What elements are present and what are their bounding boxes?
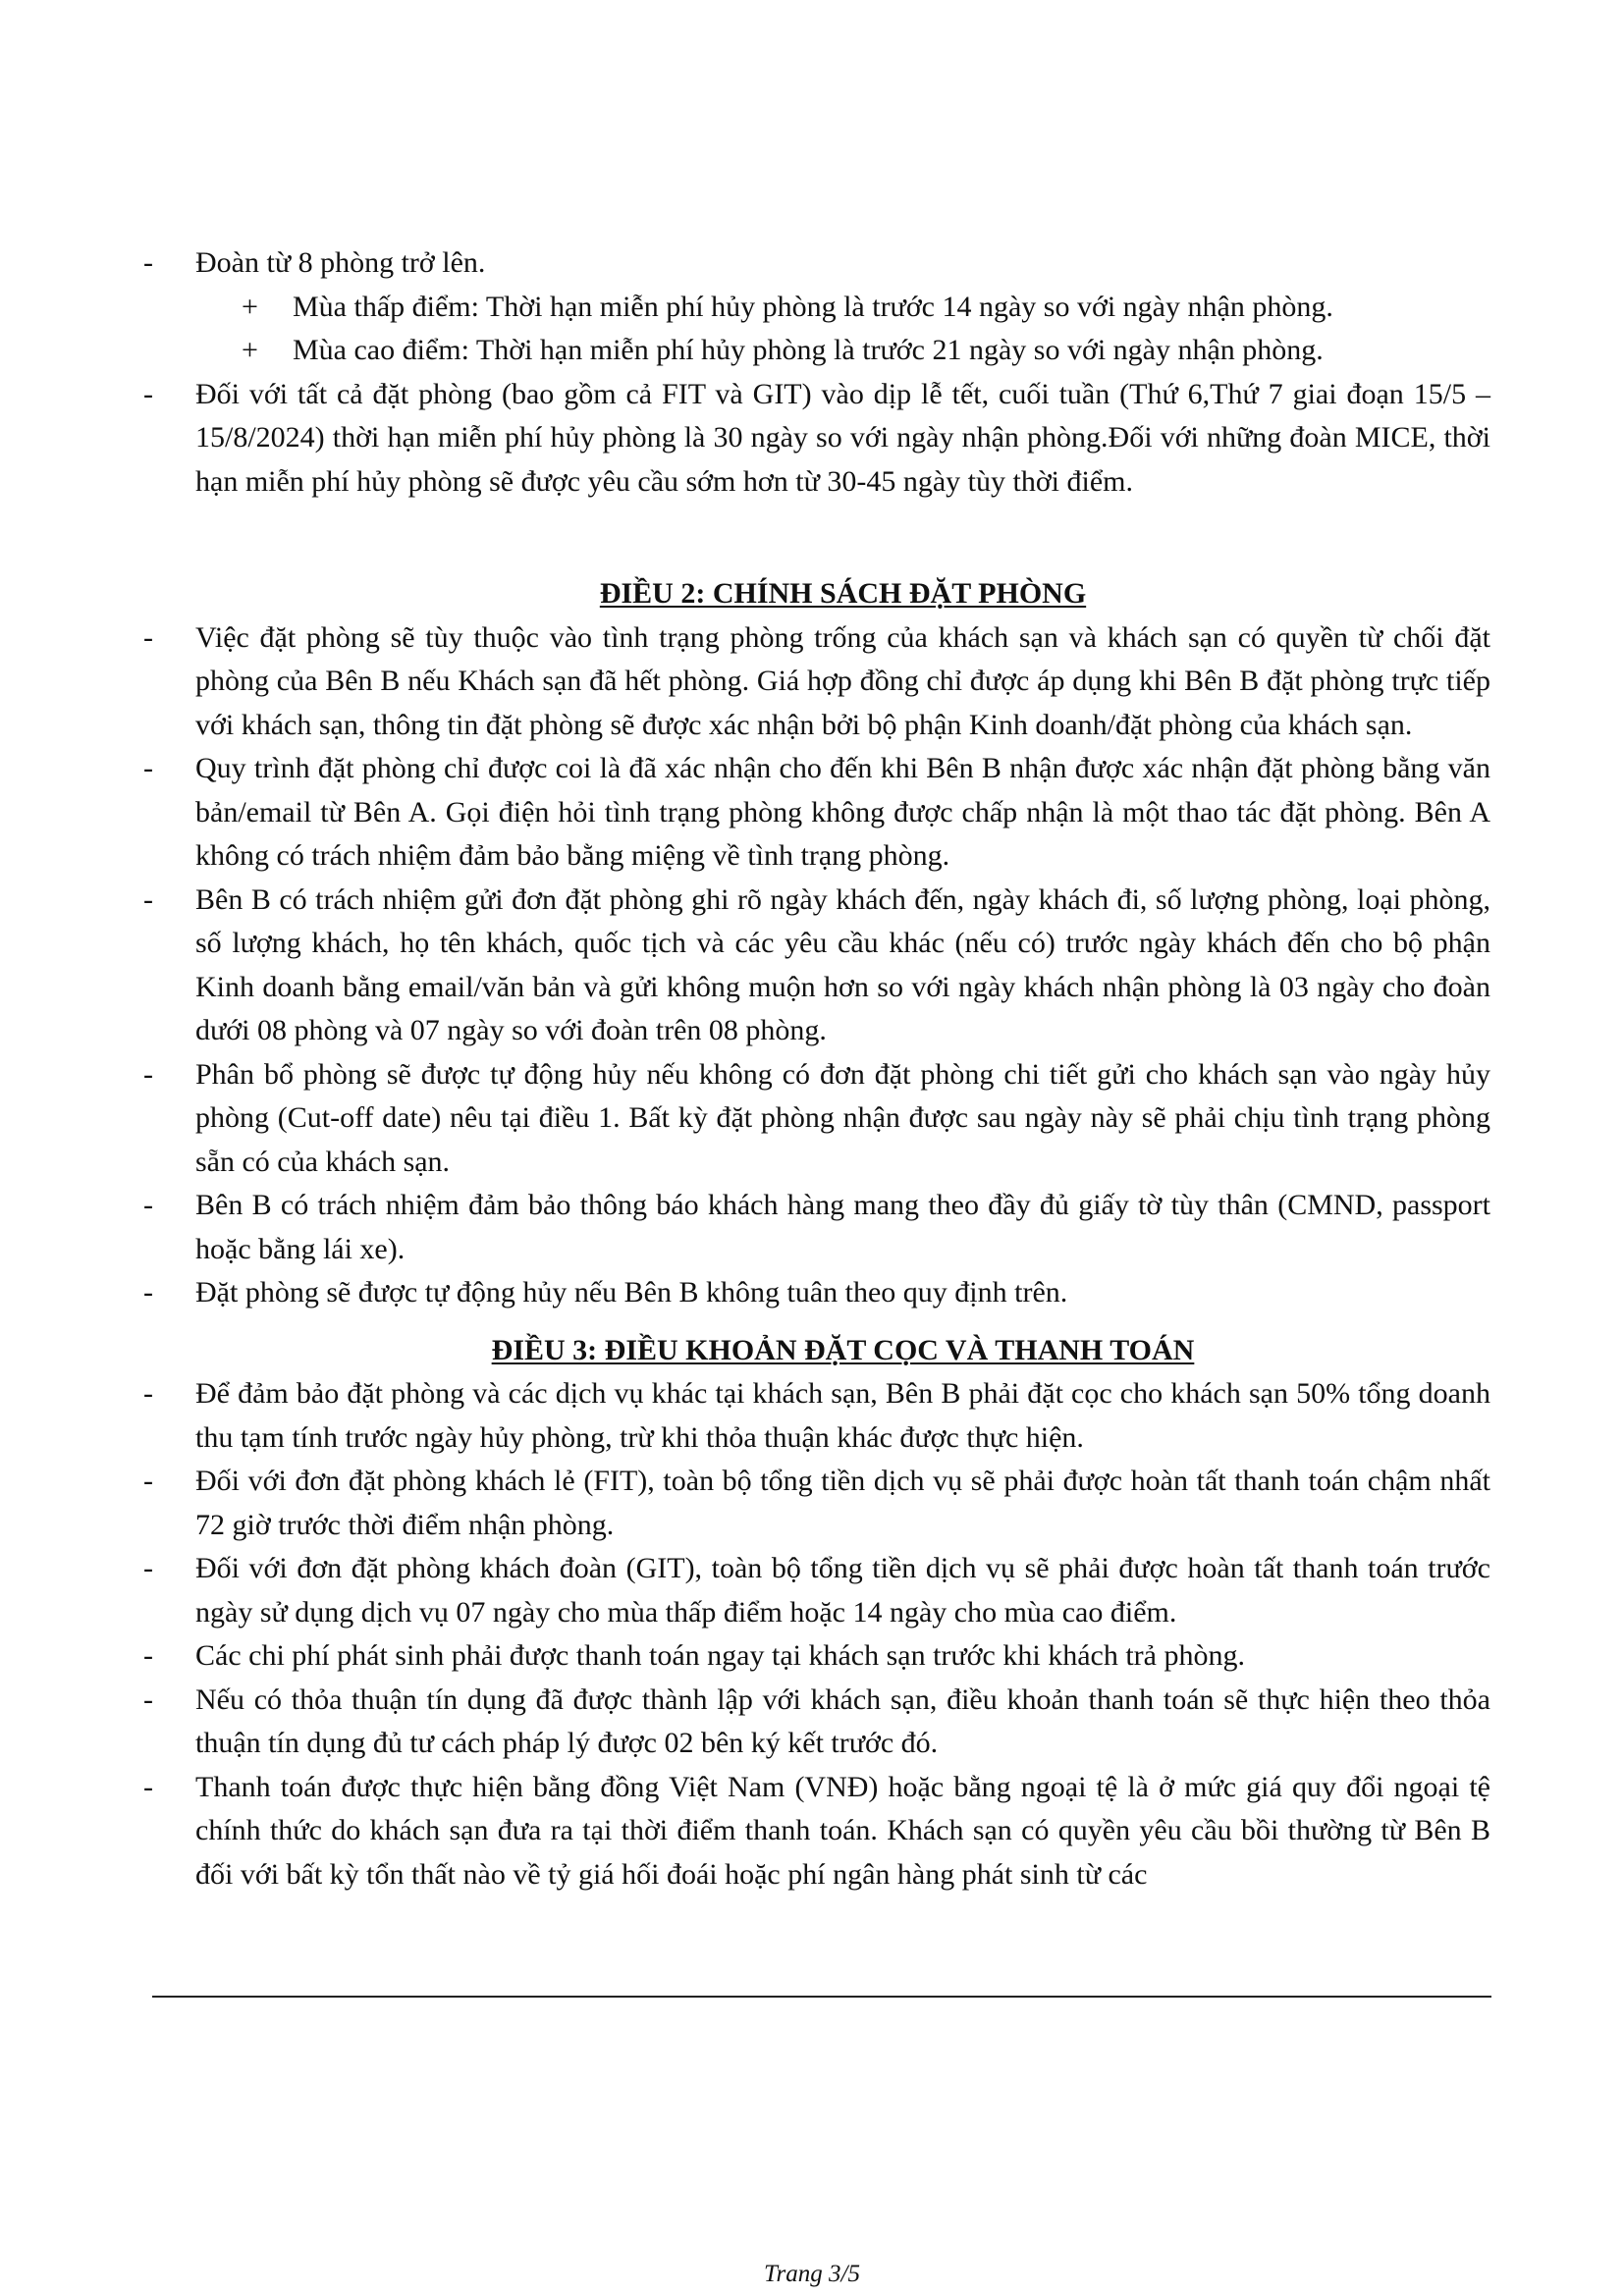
dash-bullet: - (143, 1276, 153, 1308)
article-3-heading: ĐIỀU 3: ĐIỀU KHOẢN ĐẶT CỌC VÀ THANH TOÁN (491, 1333, 1195, 1366)
list-item (135, 1460, 1490, 1547)
list-item-text: Thanh toán được thực hiện bằng đồng Việt Nam (VNĐ) hoặc bằng ngoại tệ là ở mức giá quy đổi ngoại tệ chính thức do khách sạn đưa ra tại thời điểm thanh toán. Khách sạn có quyền yêu cầu bồi thường từ Bên B đối với bất kỳ tổn thất nào về tỷ giá hối đoái hoặc phí ngân hàng phát sinh từ các (195, 1770, 1490, 1891)
list-item (135, 1184, 1490, 1271)
dash-bullet: - (143, 1770, 153, 1803)
list-item (135, 1053, 1490, 1185)
list-item (135, 1766, 1490, 1897)
sub-list-item (135, 286, 1490, 330)
dash-bullet: - (143, 246, 153, 279)
dash-bullet: - (143, 377, 153, 410)
dash-bullet: - (143, 1465, 153, 1497)
list-item-text: Đối với đơn đặt phòng khách đoàn (GIT), toàn bộ tổng tiền dịch vụ sẽ phải được hoàn tất thanh toán trước ngày sử dụng dịch vụ 07 ngày cho mùa thấp điểm hoặc 14 ngày cho mùa cao điểm. (195, 1552, 1490, 1629)
list-item-text: Đối với tất cả đặt phòng (bao gồm cả FIT và GIT) vào dịp lễ tết, cuối tuần (Thứ 6,Thứ 7 giai đoạn 15/5 – 15/8/2024) thời hạn miễn phí hủy phòng là 30 ngày so với ngày nhận phòng.Đối với những đoàn MICE, thời hạn miễn phí hủy phòng sẽ được yêu cầu sớm hơn từ 30-45 ngày tùy thời điểm. (195, 377, 1490, 498)
list-item-text: Để đảm bảo đặt phòng và các dịch vụ khác tại khách sạn, Bên B phải đặt cọc cho khách sạn 50% tổng doanh thu tạm tính trước ngày hủy phòng, trừ khi thỏa thuận khác được thực hiện. (195, 1377, 1490, 1454)
list-item-text: Bên B có trách nhiệm gửi đơn đặt phòng ghi rõ ngày khách đến, ngày khách đi, số lượng phòng, loại phòng, số lượng khách, họ tên khách, quốc tịch và các yêu cầu khác (nếu có) trước ngày khách đến cho bộ phận Kinh doanh bằng email/văn bản và gửi không muộn hơn so với ngày khách nhận phòng là 03 ngày cho đoàn dưới 08 phòng và 07 ngày so với đoàn trên 08 phòng. (195, 882, 1490, 1046)
list-item-text: Đoàn từ 8 phòng trở lên. (195, 246, 486, 279)
list-item (135, 1634, 1490, 1679)
dash-bullet: - (143, 1057, 153, 1091)
list-item (135, 1372, 1490, 1460)
list-item (135, 747, 1490, 879)
footer-divider (152, 1996, 1491, 1998)
list-item-text: Đặt phòng sẽ được tự động hủy nếu Bên B không tuân theo quy định trên. (195, 1276, 1068, 1308)
sub-list-item-text: Mùa thấp điểm: Thời hạn miễn phí hủy phòng là trước 14 ngày so với ngày nhận phòng. (293, 290, 1333, 323)
list-item-text: Việc đặt phòng sẽ tùy thuộc vào tình trạng phòng trống của khách sạn và khách sạn có quyền từ chối đặt phòng của Bên B nếu Khách sạn đã hết phòng. Giá hợp đồng chỉ được áp dụng khi Bên B đặt phòng trực tiếp với khách sạn, thông tin đặt phòng sẽ được xác nhận bởi bộ phận Kinh doanh/đặt phòng của khách sạn. (195, 620, 1490, 741)
dash-bullet: - (143, 1682, 153, 1716)
list-item (135, 1547, 1490, 1634)
list-item-text: Bên B có trách nhiệm đảm bảo thông báo khách hàng mang theo đầy đủ giấy tờ tùy thân (CMND, passport hoặc bằng lái xe). (195, 1189, 1490, 1265)
sub-list-item (135, 329, 1490, 373)
page-number: Trang 3/5 (764, 2261, 860, 2287)
dash-bullet: - (143, 1639, 153, 1672)
list-item (135, 241, 1490, 286)
page-content (135, 241, 1490, 1896)
list-item (135, 879, 1490, 1053)
sub-list-item-text: Mùa cao điểm: Thời hạn miễn phí hủy phòng là trước 21 ngày so với ngày nhận phòng. (293, 334, 1324, 366)
list-item (135, 616, 1490, 748)
list-item (135, 1271, 1490, 1315)
list-item-text: Đối với đơn đặt phòng khách lẻ (FIT), toàn bộ tổng tiền dịch vụ sẽ phải được hoàn tất thanh toán chậm nhất 72 giờ trước thời điểm nhận phòng. (195, 1465, 1490, 1541)
dash-bullet: - (143, 1552, 153, 1584)
list-item (135, 1679, 1490, 1766)
plus-bullet: + (242, 334, 258, 366)
dash-bullet: - (143, 882, 153, 916)
list-item-text: Quy trình đặt phòng chỉ được coi là đã xác nhận cho đến khi Bên B nhận được xác nhận đặt phòng bằng văn bản/email từ Bên A. Gọi điện hỏi tình trạng phòng không được chấp nhận là một thao tác đặt phòng. Bên A không có trách nhiệm đảm bảo bằng miệng về tình trạng phòng. (195, 752, 1490, 872)
dash-bullet: - (143, 1377, 153, 1410)
list-item-text: Các chi phí phát sinh phải được thanh toán ngay tại khách sạn trước khi khách trả phòng. (195, 1639, 1245, 1672)
plus-bullet: + (242, 290, 258, 323)
list-item-text: Nếu có thỏa thuận tín dụng đã được thành lập với khách sạn, điều khoản thanh toán sẽ thực hiện theo thỏa thuận tín dụng đủ tư cách pháp lý được 02 bên ký kết trước đó. (195, 1682, 1490, 1759)
list-item (135, 373, 1490, 505)
dash-bullet: - (143, 1189, 153, 1221)
dash-bullet: - (143, 620, 153, 654)
article-2-heading: ĐIỀU 2: CHÍNH SÁCH ĐẶT PHÒNG (599, 577, 1087, 610)
dash-bullet: - (143, 752, 153, 784)
list-item-text: Phân bổ phòng sẽ được tự động hủy nếu không có đơn đặt phòng chi tiết gửi cho khách sạn vào ngày hủy phòng (Cut-off date) nêu tại điều 1. Bất kỳ đặt phòng nhận được sau ngày này sẽ phải chịu tình trạng phòng sẵn có của khách sạn. (195, 1057, 1490, 1178)
